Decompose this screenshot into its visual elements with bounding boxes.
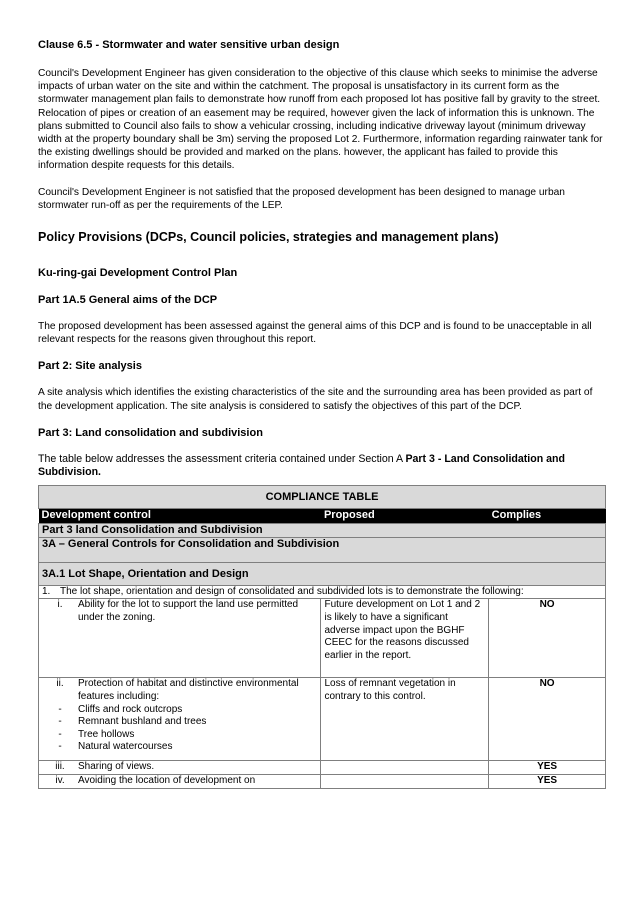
table-row	[39, 678, 606, 761]
table-row	[39, 761, 606, 775]
row-iii-number: iii.	[55, 761, 65, 773]
row-iv-control	[39, 775, 321, 789]
list-item: - Tree hollows	[58, 728, 135, 740]
item-1-cell	[39, 585, 606, 599]
list-item: - Cliffs and rock outcrops	[58, 703, 183, 715]
part3-intro	[38, 453, 606, 479]
header-development-control: Development control	[39, 509, 321, 524]
list-item	[42, 586, 602, 599]
part3-title: Part 3: Land consolidation and subdivision	[38, 426, 263, 439]
row-iv-complies: YES	[489, 775, 606, 789]
part1-text: The proposed development has been assessed against the general aims of this DCP and is found to be unacceptable in all relevant respects for the reasons given throughout this report.	[38, 321, 592, 346]
row-iii-control	[39, 761, 321, 775]
compliance-table	[38, 485, 606, 788]
item-1-text: The lot shape, orientation and design of consolidated and subdivided lots is to demonstrate the following:	[60, 585, 524, 597]
table-section-row	[39, 562, 606, 585]
policy-heading: Policy Provisions (DCPs, Council policies, strategies and management plans)	[38, 230, 499, 245]
list-item: - Natural watercourses	[58, 741, 173, 753]
row-ii-proposed: Loss of remnant vegetation in contrary to this control.	[321, 678, 489, 761]
list-item: - Remnant bushland and trees	[58, 716, 207, 728]
part3-intro-bold: Part 3 - Land Consolidation and Subdivision.	[38, 452, 565, 479]
part2-title: Part 2: Site analysis	[38, 360, 142, 373]
row-ii-control	[39, 678, 321, 761]
dcp-title: Ku-ring-gai Development Control Plan	[38, 267, 238, 280]
row-iv-number: iv.	[55, 775, 65, 787]
row-ii-control-text: Protection of habitat and distinctive environmental features including:	[78, 678, 299, 703]
item-1-number: 1.	[42, 585, 51, 597]
row-iv-proposed	[321, 775, 489, 789]
clause-paragraph-2: Council's Development Engineer is not satisfied that the proposed development has been designed to manage urban stormwater run-off as per the requirements of the LEP.	[38, 186, 565, 211]
bullet-bushland: Remnant bushland and trees	[78, 716, 207, 728]
table-section-row	[39, 537, 606, 562]
document-page	[38, 38, 606, 789]
bullet-watercourses: Natural watercourses	[78, 741, 173, 753]
row-i-control	[39, 599, 321, 678]
part3-intro-text: The table below addresses the assessment criteria contained under Section A	[38, 452, 406, 465]
row-i-complies: NO	[489, 599, 606, 678]
row-ii-number: ii.	[56, 678, 64, 690]
clause-paragraph-1: Council's Development Engineer has given consideration to the objective of this clause which seeks to minimise the adverse impacts of urban water on the site and within the catchment. The proposal is unsatisfactory in its current form as the stormwater management plan fails to demonstrate how runoff from each proposed lot has positive fall by gravity to the street. Relocation of pipes or creation of an easement may be required, however given the lack of information this is unknown. The plans submitted to Council also fails to show a vehicular crossing, including indicative driveway layout (minimum driveway width at the property boundary shall be 3m) serving the proposed Lot 2. Furthermore, information regarding rainwater tank for the existing dwellings should be provided and marked on the plans. however, the applicant has failed to provide this information despite requests for this details.	[38, 68, 603, 172]
row-iv-control-text: Avoiding the location of development on	[78, 775, 256, 787]
row-ii-complies: NO	[489, 678, 606, 761]
clause-title: Clause 6.5 - Stormwater and water sensitive urban design	[38, 39, 340, 51]
part1-title: Part 1A.5 General aims of the DCP	[38, 294, 218, 307]
row-i-proposed: Future development on Lot 1 and 2 is likely to have a significant adverse impact upon the BGHF CEEC for the reasons discussed earlier in the report.	[321, 599, 489, 678]
row-iii-complies: YES	[489, 761, 606, 775]
bullet-hollows: Tree hollows	[78, 728, 135, 740]
table-header-row	[39, 509, 606, 524]
section-3a1: 3A.1 Lot Shape, Orientation and Design	[39, 562, 606, 585]
table-row	[39, 585, 606, 599]
header-proposed: Proposed	[321, 509, 489, 524]
section-3a: 3A – General Controls for Consolidation and Subdivision	[39, 537, 606, 562]
part2-text: A site analysis which identifies the existing characteristics of the site and the surrounding area has been provided as part of the development application. The site analysis is considered to satisfy the objectives of this part of the DCP.	[38, 387, 593, 412]
bullet-cliffs: Cliffs and rock outcrops	[78, 703, 183, 715]
header-complies: Complies	[489, 509, 606, 524]
row-i-number: i.	[57, 599, 63, 611]
row-i-control-text: Ability for the lot to support the land use permitted under the zoning.	[78, 599, 299, 624]
section-part3: Part 3 land Consolidation and Subdivision	[39, 524, 606, 538]
table-row	[39, 775, 606, 789]
row-iii-proposed	[321, 761, 489, 775]
table-section-row	[39, 524, 606, 538]
table-title: COMPLIANCE TABLE	[39, 486, 606, 509]
row-iii-control-text: Sharing of views.	[78, 761, 155, 773]
table-row	[39, 599, 606, 678]
